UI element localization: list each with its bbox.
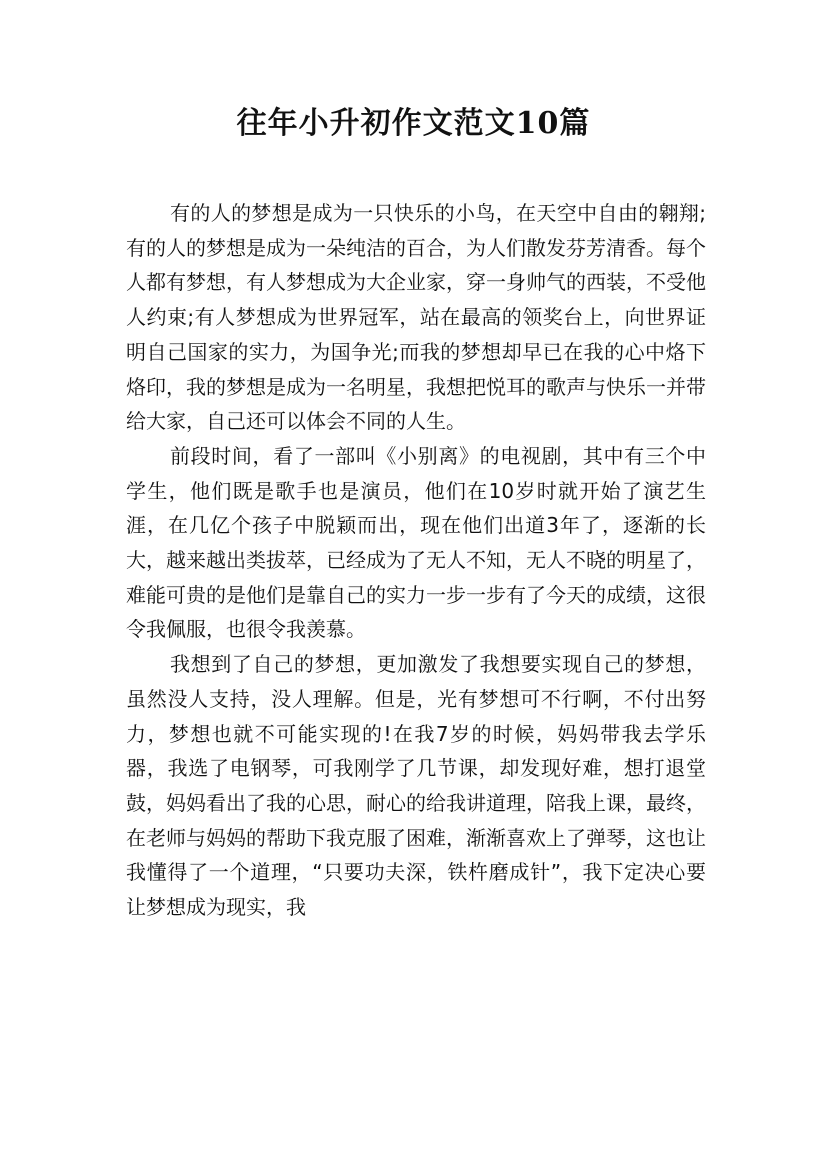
document-title: 往年小升初作文范文10篇: [236, 106, 591, 141]
paragraph-3: 我想到了自己的梦想，更加激发了我想要实现自己的梦想，虽然没人支持，没人理解。但是，光有梦想可不行啊，不付出努力，梦想也就不可能实现的!在我7岁的时候，妈妈带我去学乐器，我选了电钢琴，可我刚学了几节课，却发现好难，想打退堂鼓，妈妈看出了我的心思，耐心的给我讲道理，陪我上课，最终，在老师与妈妈的帮助下我克服了困难，渐渐喜欢上了弹琴，这也让我懂得了一个道理，“只要功夫深，铁杵磨成针”，我下定决心要让梦想成为现实，我: [126, 652, 706, 920]
paragraph-2: 前段时间，看了一部叫《小别离》的电视剧，其中有三个中学生，他们既是歌手也是演员，他们在10岁时就开始了演艺生涯，在几亿个孩子中脱颖而出，现在他们出道3年了，逐渐的长大，越来越出类拔萃，已经成为了无人不知，无人不晓的明星了，难能可贵的是他们是靠自己的实力一步一步有了今天的成绩，这很令我佩服，也很令我羡慕。: [126, 443, 706, 642]
paragraph-1: 有的人的梦想是成为一只快乐的小鸟，在天空中自由的翱翔;有的人的梦想是成为一朵纯洁的百合，为人们散发芬芳清香。每个人都有梦想，有人梦想成为大企业家，穿一身帅气的西装，不受他人约束;有人梦想成为世界冠军，站在最高的领奖台上，向世界证明自己国家的实力，为国争光;而我的梦想却早已在我的心中烙下烙印，我的梦想是成为一名明星，我想把悦耳的歌声与快乐一并带给大家，自己还可以体会不同的人生。: [126, 201, 706, 434]
document-body: [126, 196, 706, 925]
